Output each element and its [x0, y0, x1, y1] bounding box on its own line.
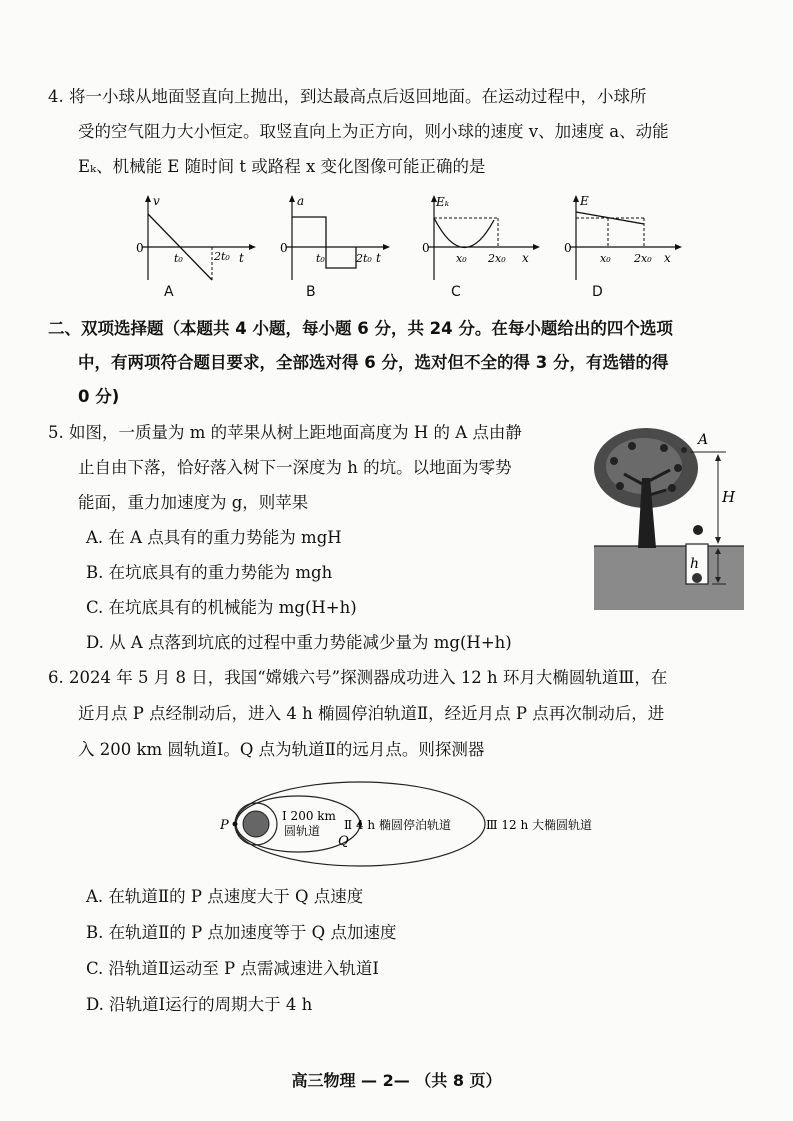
fig-height-h: H [722, 488, 736, 506]
q5-option-a: A. 在 A 点具有的重力势能为 mgH [86, 528, 342, 547]
q5-option-c: C. 在坑底具有的机械能为 mg(H+h) [86, 598, 357, 617]
q4-line-1: 4. 将一小球从地面竖直向上抛出，到达最高点后返回地面。在运动过程中，小球所 [48, 87, 647, 106]
q6-line-2: 近月点 P 点经制动后，进入 4 h 椭圆停泊轨道Ⅱ，经近月点 P 点再次制动后，进 [78, 704, 665, 723]
graph-b-2t0: 2t₀ [356, 252, 372, 265]
q6-option-b: B. 在轨道Ⅱ的 P 点加速度等于 Q 点加速度 [86, 923, 397, 942]
page-footer: 高三物理 — 2— （共 8 页） [291, 1071, 502, 1090]
graph-d-xlabel: x [664, 251, 671, 265]
graph-b [276, 192, 406, 290]
graph-a-caption: A [164, 284, 174, 300]
orbit-point-p: P [220, 818, 229, 833]
graph-d-2x0: 2x₀ [634, 252, 652, 265]
graph-d [560, 192, 695, 290]
graph-b-ylabel: a [297, 194, 305, 208]
q4-line-3: Eₖ、机械能 E 随时间 t 或路程 x 变化图像可能正确的是 [78, 157, 486, 176]
q6-option-c: C. 沿轨道Ⅱ运动至 P 点需减速进入轨道Ⅰ [86, 959, 379, 978]
graph-a-xlabel: t [239, 251, 244, 265]
orbit-figure [212, 778, 632, 878]
graph-c-origin: 0 [422, 241, 430, 255]
apple-tree-figure [594, 416, 744, 610]
q6-option-a: A. 在轨道Ⅱ的 P 点速度大于 Q 点速度 [86, 887, 364, 906]
graph-d-ylabel: E [580, 194, 589, 208]
graph-c-x0: x₀ [456, 252, 467, 265]
section-2-line-2: 中，有两项符合题目要求，全部选对得 6 分，选对但不全的得 3 分，有选错的得 [78, 353, 669, 372]
graph-d-x0: x₀ [600, 252, 611, 265]
graph-c-xlabel: x [522, 251, 529, 265]
graph-c-caption: C [451, 284, 461, 300]
q5-line-1: 5. 如图，一质量为 m 的苹果从树上距地面高度为 H 的 A 点由静 [48, 423, 522, 442]
graph-a [132, 192, 262, 290]
graph-b-origin: 0 [280, 241, 288, 255]
graph-a-origin: 0 [136, 241, 144, 255]
graph-d-origin: 0 [564, 241, 572, 255]
graph-b-xlabel: t [376, 251, 381, 265]
q6-line-1: 6. 2024 年 5 月 8 日，我国“嫦娥六号”探测器成功进入 12 h 环月大椭圆轨道Ⅲ，在 [48, 668, 668, 687]
orbit-point-q: Q [338, 834, 349, 849]
q6-option-d: D. 沿轨道Ⅰ运行的周期大于 4 h [86, 995, 313, 1014]
orbit-2-label: Ⅱ 4 h 椭圆停泊轨道 [344, 818, 451, 832]
q5-option-d: D. 从 A 点落到坑底的过程中重力势能减少量为 mg(H+h) [86, 633, 512, 652]
graph-a-ylabel: v [153, 194, 160, 208]
graph-c [418, 192, 553, 290]
orbit-1-sublabel: 圆轨道 [284, 824, 321, 838]
graph-b-caption: B [306, 284, 316, 300]
q5-line-3: 能面，重力加速度为 g，则苹果 [78, 493, 309, 512]
fig-depth-h: h [690, 556, 700, 572]
graph-d-caption: D [592, 284, 603, 300]
section-2-line-1: 二、双项选择题（本题共 4 小题，每小题 6 分，共 24 分。在每小题给出的四个选项 [48, 319, 673, 338]
graph-c-2x0: 2x₀ [488, 252, 506, 265]
q4-line-2: 受的空气阻力大小恒定。取竖直向上为正方向，则小球的速度 v、加速度 a、动能 [78, 122, 669, 141]
q6-line-3: 入 200 km 圆轨道Ⅰ。Q 点为轨道Ⅱ的远月点。则探测器 [78, 740, 485, 759]
graph-b-t0: t₀ [316, 252, 325, 265]
section-2-line-3: 0 分) [78, 387, 120, 406]
fig-point-a: A [698, 432, 709, 448]
q5-line-2: 止自由下落，恰好落入树下一深度为 h 的坑。以地面为零势 [78, 458, 512, 477]
orbit-1-label: Ⅰ 200 km [282, 809, 336, 823]
q5-option-b: B. 在坑底具有的重力势能为 mgh [86, 563, 333, 582]
graph-a-2t0: 2t₀ [214, 250, 230, 263]
graph-a-t0: t₀ [174, 252, 183, 265]
graph-c-ylabel: Eₖ [436, 195, 450, 209]
orbit-3-label: Ⅲ 12 h 大椭圆轨道 [486, 818, 593, 832]
